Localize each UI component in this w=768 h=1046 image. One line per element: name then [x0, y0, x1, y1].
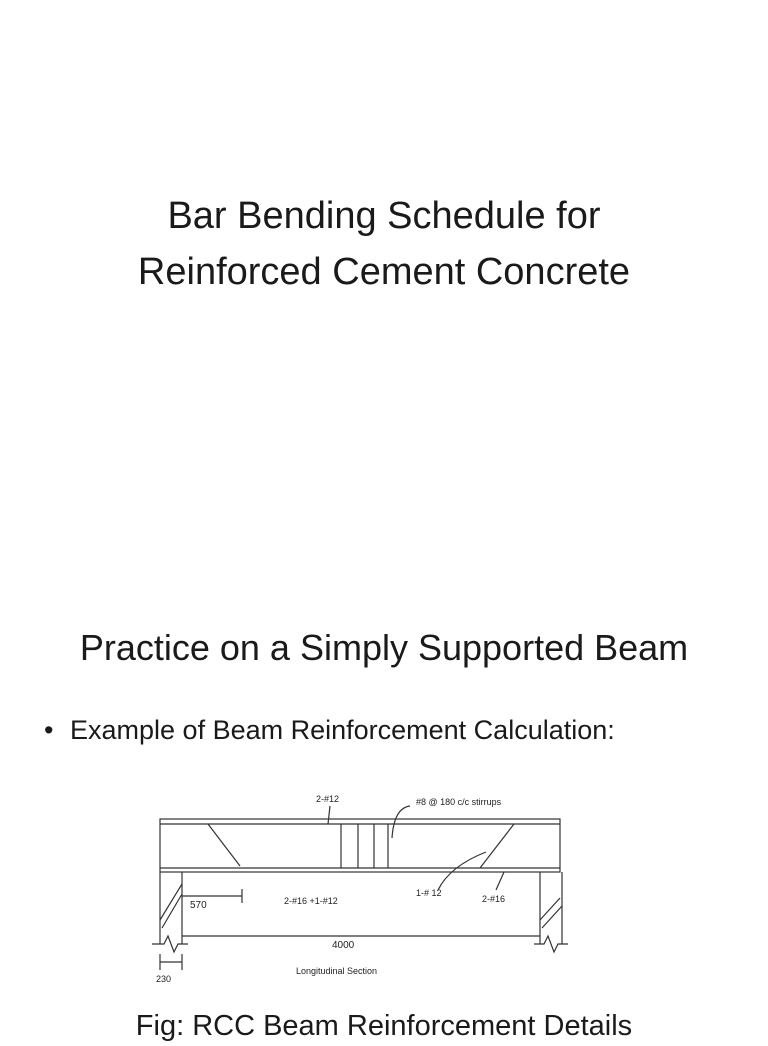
break-mark — [152, 936, 188, 952]
label-section: Longitudinal Section — [296, 966, 378, 976]
label-bottom-bars: 2-#16 +1-#12 — [284, 896, 338, 906]
label-bent-bar: 1-# 12 — [416, 888, 442, 898]
label-support-width: 230 — [156, 974, 172, 984]
label-top-bars: 2-#12 — [316, 794, 340, 804]
slide-title-line-1: Bar Bending Schedule for — [167, 195, 601, 237]
leader-line — [496, 872, 504, 890]
slide-title-line-2: Reinforced Cement Concrete — [137, 251, 631, 293]
break-mark — [534, 936, 568, 952]
leader-line — [392, 806, 410, 838]
support-hatch — [160, 884, 182, 920]
bent-bar-right — [480, 824, 514, 868]
beam-outline — [160, 819, 560, 872]
bullet-item — [44, 710, 615, 750]
bullet-icon: • — [44, 715, 54, 745]
bent-bar-left — [208, 824, 240, 866]
support-hatch — [540, 898, 560, 920]
leader-line — [328, 806, 330, 824]
section-heading: Practice on a Simply Supported Beam — [79, 627, 689, 668]
beam-drawing-svg — [148, 786, 578, 986]
label-span: 4000 — [332, 940, 355, 951]
slide-title — [0, 188, 768, 300]
label-bottom-right: 2-#16 — [482, 894, 506, 904]
label-570: 570 — [190, 900, 207, 911]
bullet-text: Example of Beam Reinforcement Calculation: — [70, 715, 615, 745]
beam-reinforcement-drawing — [148, 786, 578, 986]
leader-line — [438, 852, 486, 890]
figure-caption: Fig: RCC Beam Reinforcement Details — [135, 1010, 633, 1042]
support-hatch — [542, 906, 562, 928]
label-stirrups: #8 @ 180 c/c stirrups — [416, 797, 502, 807]
